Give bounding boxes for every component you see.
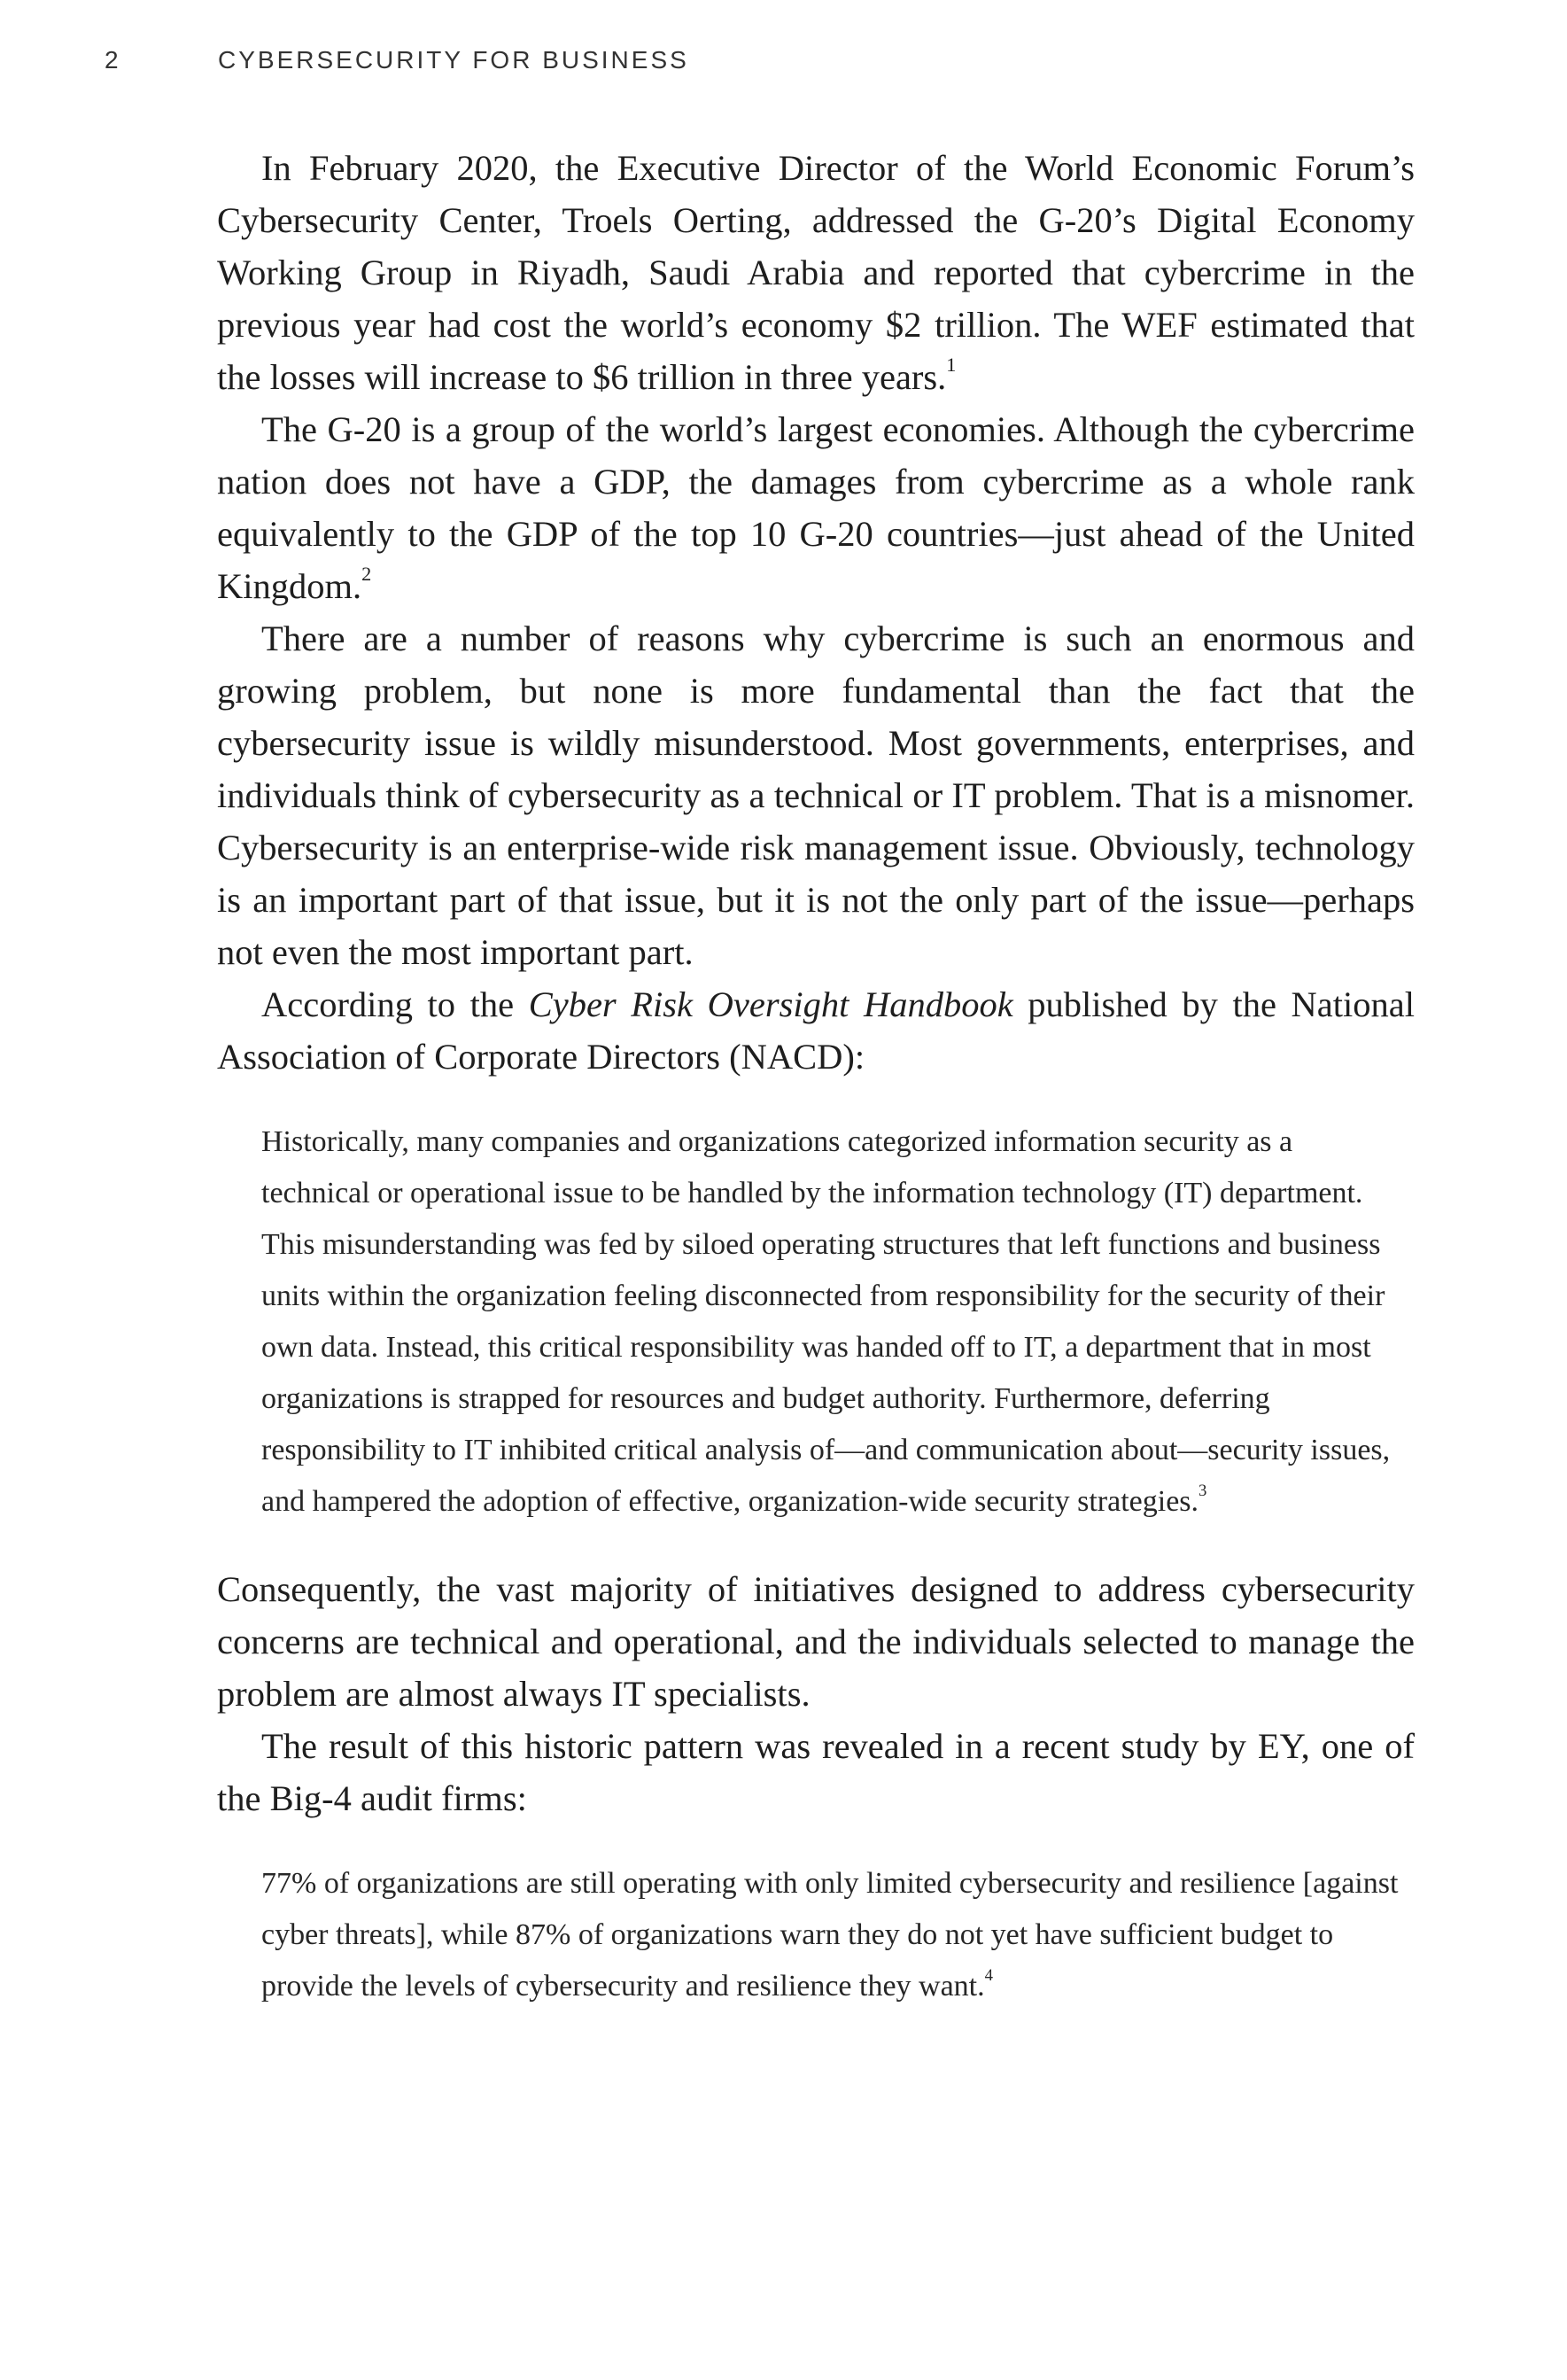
paragraph-wef-report [217, 142, 1415, 403]
paragraph-text-before: According to the [261, 984, 529, 1024]
paragraph-text: The result of this historic pattern was revealed in a recent study by EY, one of the Big-4 audit firms: [217, 1726, 1415, 1818]
paragraph-text-after: published by the National Association of Corporate Directors (NACD): [217, 984, 1415, 1077]
footnote-ref: 3 [1199, 1482, 1207, 1501]
page-number: 2 [105, 46, 119, 74]
quote-text-block [261, 1116, 1404, 1528]
paragraph-nacd-intro [217, 978, 1415, 1083]
paragraph-ey-intro [217, 1720, 1415, 1824]
book-title: Cyber Risk Oversight Handbook [528, 984, 1013, 1024]
quote-text: 77% of organizations are still operating with only limited cybersecurity and resilience [against cyber threats], while 87% of organizations warn they do not yet have sufficient budget to provide the levels of cybersecurity and resilience they want. [261, 1867, 1399, 2003]
footnote-ref: 4 [984, 1966, 993, 1986]
quote-text-block [261, 1858, 1404, 2012]
paragraph-consequently [217, 1563, 1415, 1720]
paragraph-text: There are a number of reasons why cybercrime is such an enormous and growing problem, but none is more fundamental than the fact that the cybersecurity issue is wildly misunderstood. Most governments, enterprises, and individuals think of cybersecurity as a technical or IT problem. That is a misnomer. Cybersecurity is an enterprise-wide risk management issue. Obviously, technology is an important part of that issue, but it is not the only part of the issue—perhaps not even the most important part. [217, 618, 1415, 972]
running-title: CYBERSECURITY FOR BUSINESS [218, 46, 689, 74]
paragraph-text: The G-20 is a group of the world’s largest economies. Although the cybercrime nation does not have a GDP, the damages from cybercrime as a whole rank equivalently to the GDP of the top 10 G-20 countries—just ahead of the United Kingdom. [217, 409, 1415, 606]
paragraph-g20 [217, 403, 1415, 612]
quote-text: Historically, many companies and organizations categorized information security as a technical or operational issue to be handled by the information technology (IT) department. This misunderstanding was fed by siloed operating structures that left functions and business units within the organization feeling disconnected from responsibility for the security of their own data. Instead, this critical responsibility was handed off to IT, a department that in most organizations is strapped for resources and budget authority. Furthermore, deferring responsibility to IT inhibited critical analysis of—and communication about—security issues, and hampered the adoption of effective, organization-wide security strategies. [261, 1125, 1391, 1518]
footnote-ref: 2 [361, 562, 372, 585]
blockquote-nacd [261, 1116, 1404, 1528]
footnote-ref: 1 [946, 353, 957, 376]
body-text [217, 142, 1415, 2048]
blockquote-ey [261, 1858, 1404, 2012]
paragraph-text: In February 2020, the Executive Director of the World Economic Forum’s Cybersecurity Center, Troels Oerting, addressed the G-20’s Digital Economy Working Group in Riyadh, Saudi Arabia and reported that cybercrime in the previous year had cost the world’s economy $2 trillion. The WEF estimated that the losses will increase to $6 trillion in three years. [217, 148, 1415, 397]
running-header [105, 46, 689, 74]
paragraph-text: Consequently, the vast majority of initiatives designed to address cybersecurity concerns are technical and operational, and the individuals selected to manage the problem are almost always IT specialists. [217, 1569, 1415, 1714]
paragraph-reasons [217, 612, 1415, 978]
